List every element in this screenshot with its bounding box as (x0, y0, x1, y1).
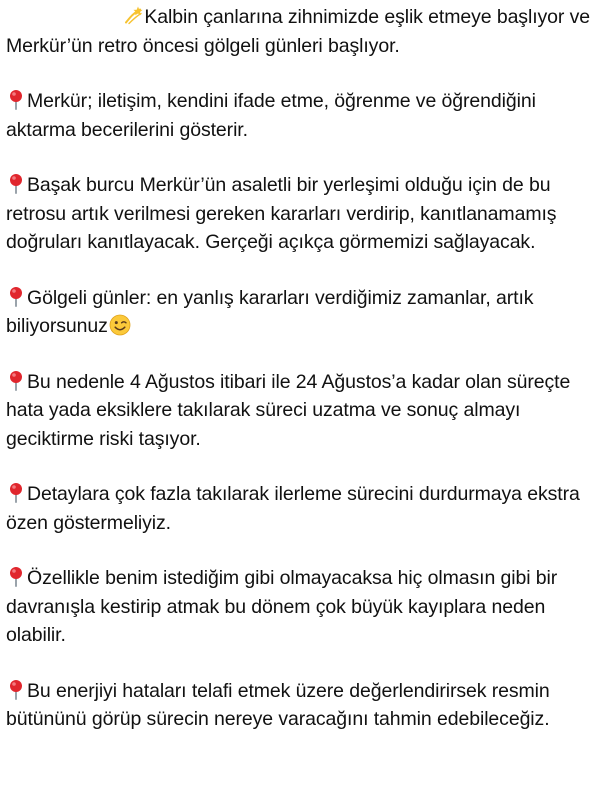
round-pushpin-icon (6, 89, 26, 110)
paragraph-text: Bu nedenle 4 Ağustos itibari ile 24 Ağustos’a kadar olan süreçte hata yada eksiklere takılarak süreci uzatma ve sonuç almayı geciktirme riski taşıyor. (6, 370, 571, 450)
winking-face-icon (109, 314, 131, 336)
round-pushpin-icon (6, 370, 26, 391)
round-pushpin-icon (6, 566, 26, 587)
post-text-body (6, 3, 598, 734)
paragraph-all-or-nothing (6, 564, 598, 650)
paragraph-text: Başak burcu Merkür’ün asaletli bir yerleşimi olduğu için de bu retrosu artık verilmesi gereken kararları verdirip, kanıtlanamamış doğruları kanıtlayacak. Gerçeği açıkça görmemizi sağlayacak. (6, 174, 557, 253)
paragraph-intro (6, 3, 598, 60)
paragraph-shadow-days (6, 284, 598, 341)
paragraph-august-dates (6, 368, 598, 454)
paragraph-virgo-retro (6, 171, 598, 257)
round-pushpin-icon (6, 482, 26, 503)
round-pushpin-icon (6, 679, 26, 700)
dizzy-star-icon (123, 5, 143, 26)
paragraph-text: Özellikle benim istediğim gibi olmayacaksa hiç olmasın gibi bir davranışla kestirip atmak bu dönem çok büyük kayıplara neden olabilir. (6, 567, 558, 646)
paragraph-energy (6, 677, 598, 734)
round-pushpin-icon (6, 286, 26, 307)
paragraph-mercury-meaning (6, 87, 598, 144)
paragraph-text: Detaylara çok fazla takılarak ilerleme sürecini durdurmaya ekstra özen göstermeliyiz. (6, 483, 580, 534)
paragraph-text: Gölgeli günler: en yanlış kararları verdiğimiz zamanlar, artık biliyorsunuz (6, 286, 534, 337)
paragraph-text: Bu enerjiyi hataları telafi etmek üzere değerlendirirsek resmin bütününü görüp sürecin nereye varacağını tahmin edebileceğiz. (6, 679, 550, 730)
round-pushpin-icon (6, 173, 26, 194)
paragraph-text: Kalbin çanlarına zihnimizde eşlik etmeye başlıyor ve Merkür’ün retro öncesi gölgeli günleri başlıyor. (6, 6, 591, 57)
paragraph-text: Merkür; iletişim, kendini ifade etme, öğrenme ve öğrendiğini aktarma becerilerini gösterir. (6, 90, 536, 141)
paragraph-details (6, 480, 598, 537)
